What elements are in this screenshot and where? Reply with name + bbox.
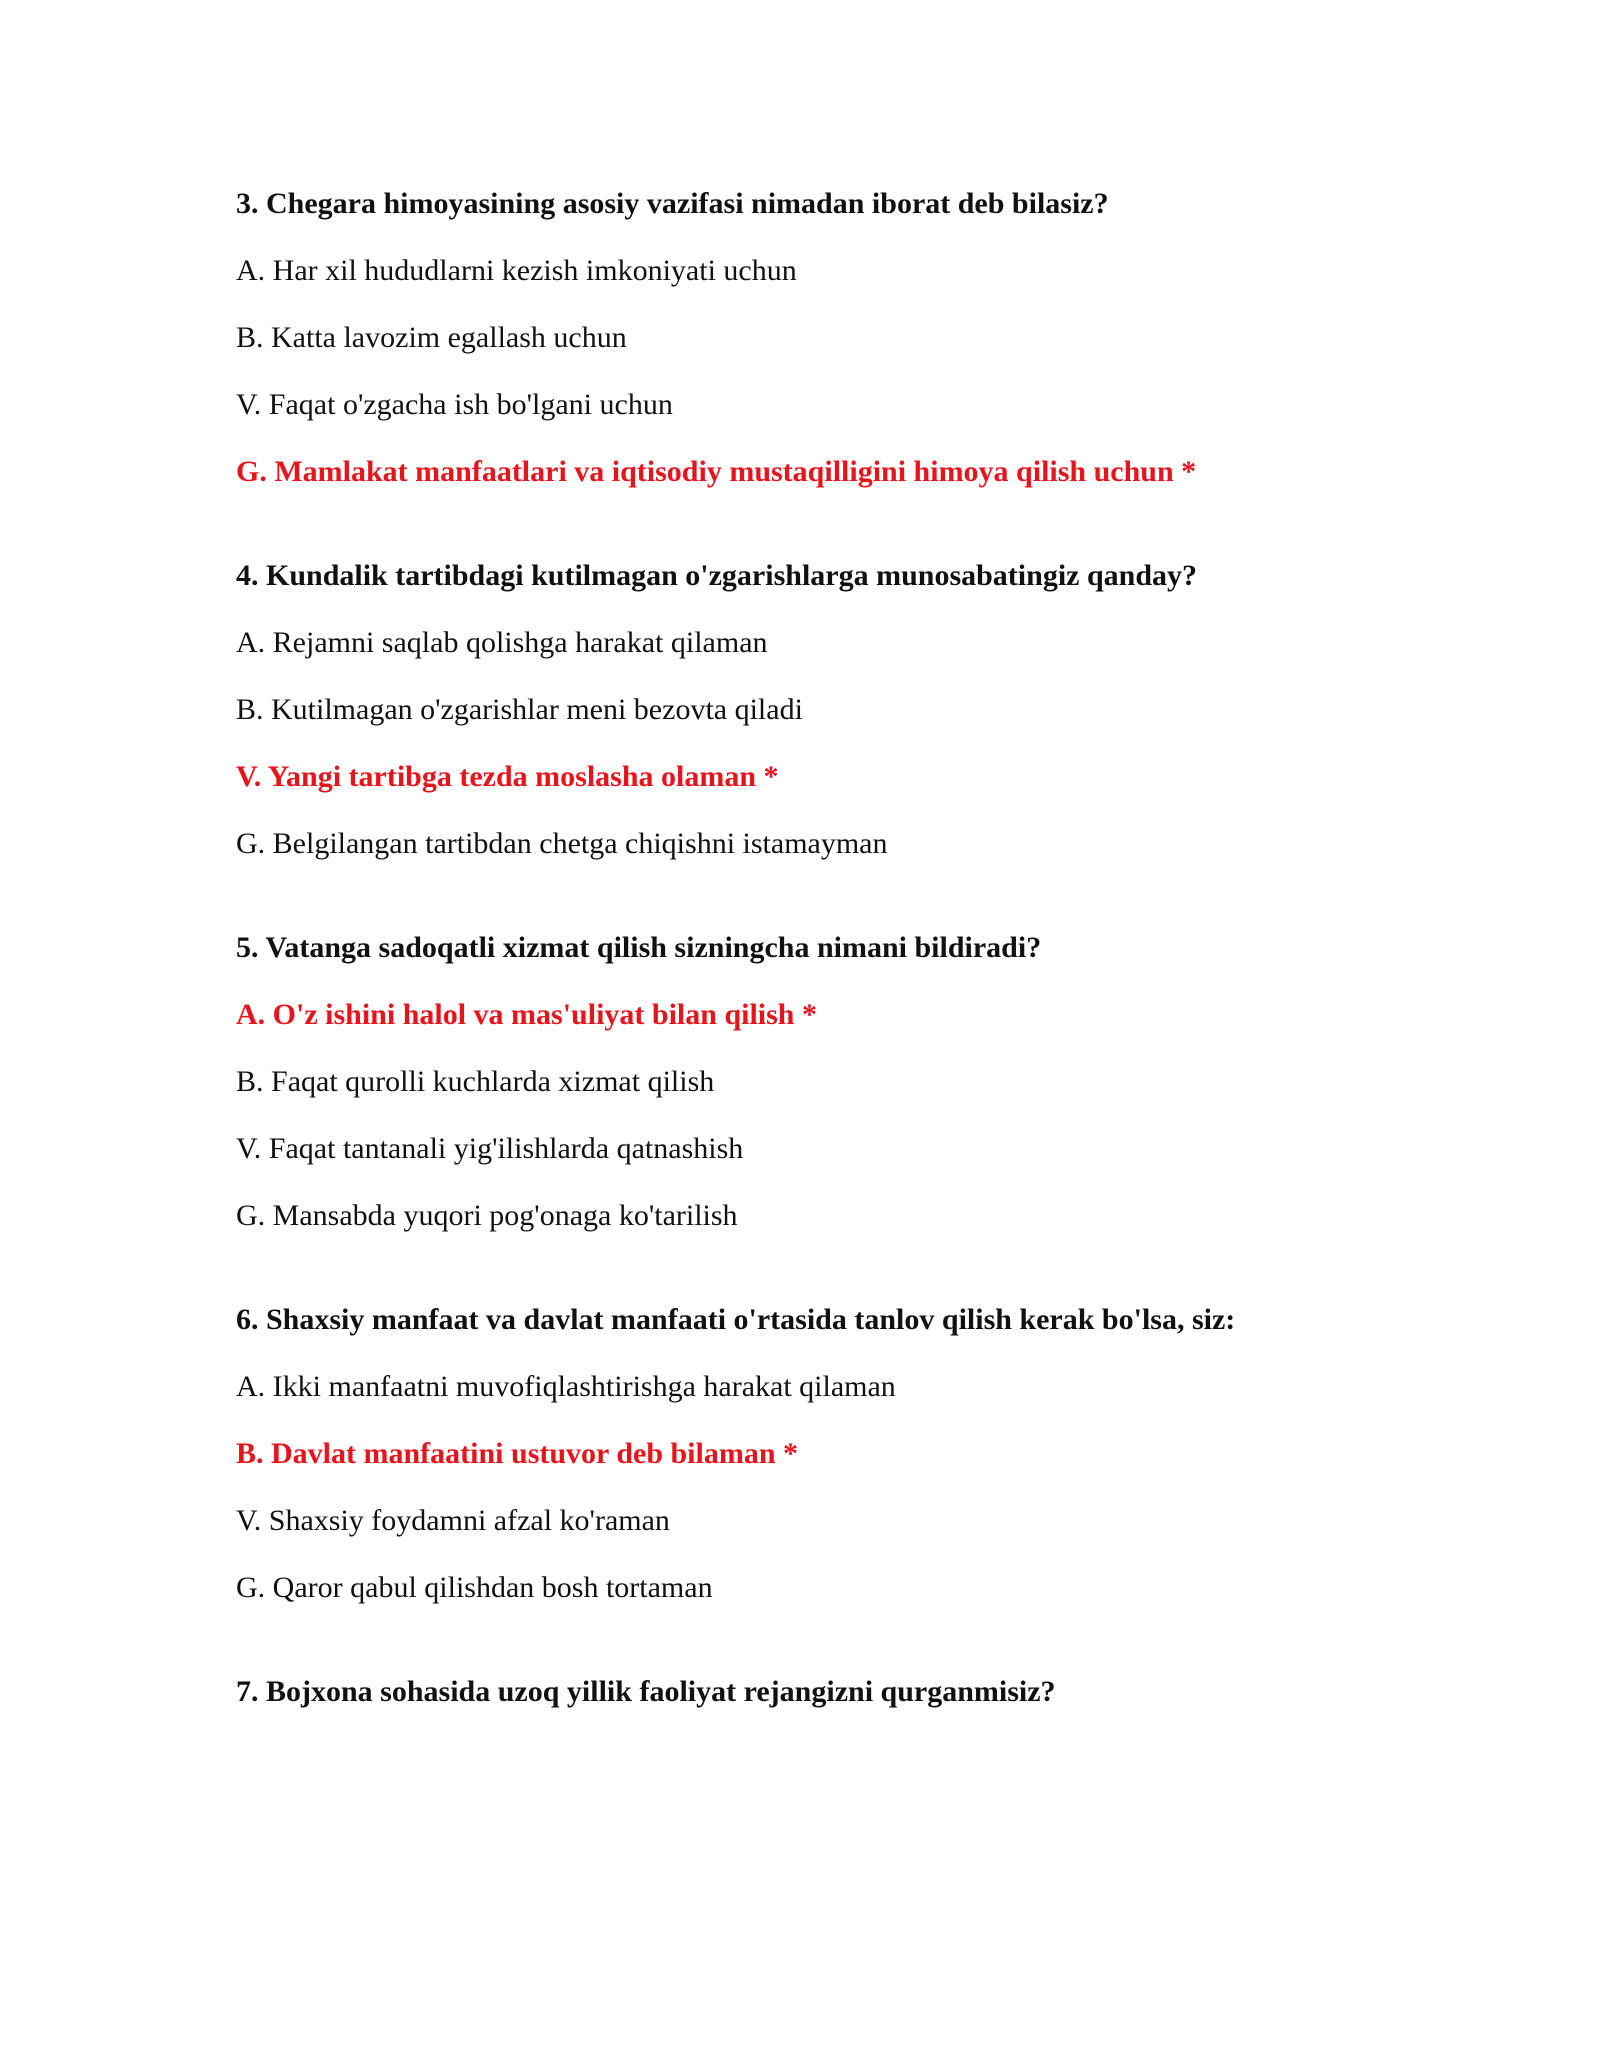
correct-answer-option-g: G. Mamlakat manfaatlari va iqtisodiy mustaqilligini himoya qilish uchun * <box>236 455 1197 488</box>
correct-answer-option-b: B. Davlat manfaatini ustuvor deb bilaman * <box>236 1437 799 1470</box>
quiz-content <box>236 186 1436 1778</box>
question-title: 5. Vatanga sadoqatli xizmat qilish sizningcha nimani bildiradi? <box>236 931 1042 964</box>
question-3 <box>236 186 1436 490</box>
answer-option-g: G. Mansabda yuqori pog'onaga ko'tarilish <box>236 1199 738 1232</box>
answer-option-b: B. Kutilmagan o'zgarishlar meni bezovta qiladi <box>236 693 803 726</box>
question-5 <box>236 930 1436 1234</box>
answer-option-a: A. Har xil hududlarni kezish imkoniyati uchun <box>236 254 797 287</box>
question-title: 3. Chegara himoyasining asosiy vazifasi nimadan iborat deb bilasiz? <box>236 187 1109 220</box>
answer-option-b: B. Faqat qurolli kuchlarda xizmat qilish <box>236 1065 715 1098</box>
answer-option-g: G. Belgilangan tartibdan chetga chiqishni istamayman <box>236 827 888 860</box>
answer-option-b: B. Katta lavozim egallash uchun <box>236 321 627 354</box>
question-6 <box>236 1302 1436 1606</box>
answer-option-v: V. Faqat o'zgacha ish bo'lgani uchun <box>236 388 673 421</box>
question-title: 6. Shaxsiy manfaat va davlat manfaati o'rtasida tanlov qilish kerak bo'lsa, siz: <box>236 1303 1236 1336</box>
answer-option-g: G. Qaror qabul qilishdan bosh tortaman <box>236 1571 713 1604</box>
question-title: 4. Kundalik tartibdagi kutilmagan o'zgarishlarga munosabatingiz qanday? <box>236 559 1198 592</box>
answer-option-v: V. Faqat tantanali yig'ilishlarda qatnashish <box>236 1132 744 1165</box>
question-title: 7. Bojxona sohasida uzoq yillik faoliyat rejangizni qurganmisiz? <box>236 1675 1056 1708</box>
correct-answer-option-v: V. Yangi tartibga tezda moslasha olaman * <box>236 760 779 793</box>
answer-option-a: A. Rejamni saqlab qolishga harakat qilaman <box>236 626 768 659</box>
answer-option-a: A. Ikki manfaatni muvofiqlashtirishga harakat qilaman <box>236 1370 896 1403</box>
correct-answer-option-a: A. O'z ishini halol va mas'uliyat bilan qilish * <box>236 998 817 1031</box>
answer-option-v: V. Shaxsiy foydamni afzal ko'raman <box>236 1504 670 1537</box>
question-7 <box>236 1674 1436 1710</box>
question-4 <box>236 558 1436 862</box>
